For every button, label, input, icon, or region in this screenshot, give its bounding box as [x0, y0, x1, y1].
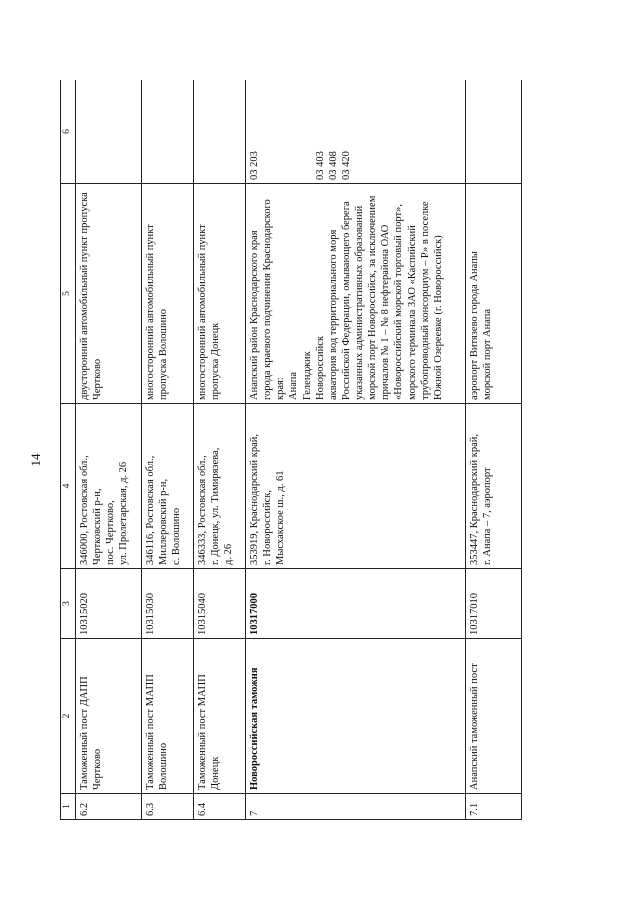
row-number-cell-line: 7.1 — [469, 802, 480, 816]
address-cell-line: г. Новороссийск, — [262, 489, 274, 565]
post-code-cell — [142, 569, 194, 639]
header-cell: 1 — [61, 794, 76, 820]
address-cell-line: 346000, Ростовская обл., — [79, 455, 90, 565]
okato-codes-cell — [246, 80, 466, 184]
post-code-cell — [466, 569, 522, 639]
header-cell: 3 — [61, 569, 76, 639]
post-name-cell — [142, 639, 194, 794]
okato-codes-cell — [194, 80, 246, 184]
post-name-cell — [466, 639, 522, 794]
post-code-cell-line: 10315020 — [79, 593, 90, 635]
post-name-cell-line: Новороссийская таможня — [249, 667, 260, 790]
post-name-cell-line: Таможенный пост МАПП Волошино — [145, 674, 170, 790]
post-name-cell-line: Таможенный пост МАПП Донецк — [197, 674, 222, 790]
address-cell-line: д. 26 — [223, 543, 235, 565]
address-cell-line: ул. Пролетарская, д. 26 — [118, 461, 130, 565]
page-number: 14 — [28, 453, 43, 467]
row-number-cell-line: 6.3 — [145, 802, 156, 816]
row-number-cell-line: 6.2 — [79, 802, 90, 816]
okato-code — [274, 83, 287, 180]
header-cell: 4 — [61, 404, 76, 569]
address-cell-line: пос. Чертково, — [105, 500, 117, 565]
post-code-cell — [194, 569, 246, 639]
region-description-cell — [76, 184, 142, 404]
okato-codes-cell — [76, 80, 142, 184]
row-number-cell — [76, 794, 142, 820]
region-description-cell-line: Анапский район Краснодарского края — [249, 230, 260, 400]
address-cell-line: Миллеровский р-н, — [158, 478, 170, 565]
region-description-cell-line: акватория вод территориального моря Российской Федерации, омывающего берега указанных административных образований — [327, 201, 365, 400]
okato-code: 03 403 — [314, 151, 326, 180]
region-description-cell-line: морской порт Новороссийск, за исключением причалов № 1 – № 8 нефтерайона ОАО «Новороссийский морской торговый порт», морского терминала ЗАО «Каспийский трубопроводный консорциум – Р» в поселке Южной Озереевке (г. Новороссийск) — [367, 195, 444, 400]
header-cell: 6 — [61, 80, 76, 184]
post-name-cell — [76, 639, 142, 794]
post-name-cell-line: Анапский таможенный пост — [469, 663, 480, 790]
row-number-cell — [142, 794, 194, 820]
address-cell — [466, 404, 522, 569]
region-description-cell-line: многосторонний автомобильный пункт пропуска Донецк — [197, 224, 222, 400]
table-row — [76, 80, 142, 820]
address-cell-line: г. Анапа – 7, аэропорт — [482, 467, 494, 565]
address-cell — [76, 404, 142, 569]
header-row — [61, 80, 76, 820]
table-row — [142, 80, 194, 820]
region-description-cell — [142, 184, 194, 404]
post-code-cell-line: 10317010 — [469, 593, 480, 635]
row-number-cell — [246, 794, 466, 820]
okato-codes-cell — [466, 80, 522, 184]
region-description-cell-line: Анапа — [288, 371, 300, 400]
region-description-cell-line: Геленджик — [301, 351, 313, 400]
address-cell — [142, 404, 194, 569]
row-number-cell-line: 7 — [249, 810, 260, 816]
address-cell-line: с. Волошино — [171, 507, 183, 565]
row-number-cell-line: 6.4 — [197, 802, 208, 816]
okato-code — [301, 83, 314, 180]
row-number-cell — [466, 794, 522, 820]
table-row — [194, 80, 246, 820]
address-cell-line: Мысхакское ш., д. 61 — [275, 470, 287, 565]
row-number-cell — [194, 794, 246, 820]
header-cell: 5 — [61, 184, 76, 404]
rotated-table-sheet — [60, 80, 590, 820]
region-description-cell-line: многосторонний автомобильный пункт пропуска Волошино — [145, 224, 170, 400]
address-cell — [194, 404, 246, 569]
okato-code: 03 408 — [327, 151, 339, 180]
region-description-cell-line: морской порт Анапа — [482, 308, 494, 400]
region-description-cell-line: двусторонний автомобильный пункт пропуска Чертково — [79, 192, 104, 400]
table-row — [466, 80, 522, 820]
post-name-cell — [246, 639, 466, 794]
address-cell-line: 353447, Краснодарский край, — [469, 433, 480, 565]
okato-code — [287, 83, 300, 180]
post-code-cell — [76, 569, 142, 639]
address-cell — [246, 404, 466, 569]
post-name-cell — [194, 639, 246, 794]
table-row — [246, 80, 466, 820]
region-description-cell — [194, 184, 246, 404]
post-code-cell-line: 10317000 — [249, 593, 260, 635]
region-description-cell-line: города краевого подчинения Краснодарского края: — [262, 199, 287, 400]
customs-table — [60, 80, 522, 820]
address-cell-line: г. Донецк, ул. Тимирязева, — [210, 447, 222, 565]
region-description-cell-line: аэропорт Витязево города Анапы — [469, 251, 480, 400]
okato-code: 03 203 — [249, 151, 260, 180]
okato-codes-cell — [142, 80, 194, 184]
address-cell-line: 346333, Ростовская обл., — [197, 455, 208, 565]
okato-code: 03 420 — [340, 151, 352, 180]
address-cell-line: 353919, Краснодарский край, — [249, 433, 260, 565]
post-code-cell-line: 10315040 — [197, 593, 208, 635]
post-code-cell-line: 10315030 — [145, 593, 156, 635]
region-description-cell — [246, 184, 466, 404]
okato-code — [261, 83, 274, 180]
header-cell: 2 — [61, 639, 76, 794]
post-code-cell — [246, 569, 466, 639]
region-description-cell-line: Новороссийск — [314, 335, 326, 400]
address-cell-line: Чертковский р-н, — [92, 488, 104, 565]
rotated-content — [60, 80, 590, 820]
post-name-cell-line: Таможенный пост ДАПП Чертково — [79, 676, 104, 790]
address-cell-line: 346116, Ростовская обл., — [145, 455, 156, 565]
region-description-cell — [466, 184, 522, 404]
